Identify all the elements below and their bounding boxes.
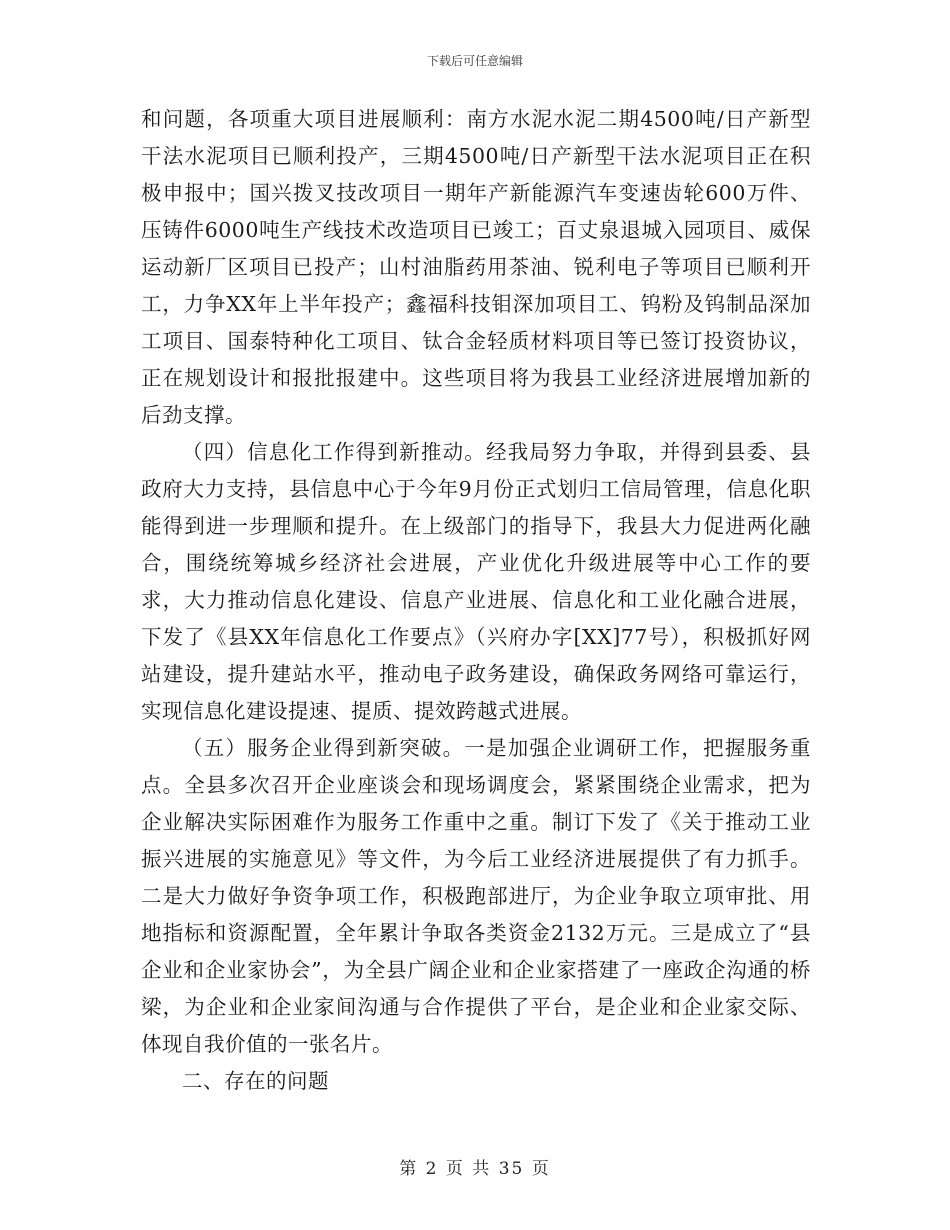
section-heading-problems: 二、存在的问题 (182, 1069, 329, 1093)
paragraph-enterprise-service: （五）服务企业得到新突破。一是加强企业调研工作，把握服务重点。全县多次召开企业座谈会和现场调度会，紧紧围绕企业需求，把为企业解决实际困难作为服务工作重中之重。制订下发了《关于推动工业振兴进展的实施意见》等文件，为今后工业经济进展提供了有力抓手。二是大力做好争资争项工作，积极跑部进厅，为企业争取立项审批、用地指标和资源配置，全年累计争取各类资金2132万元。三是成立了“县企业和企业家协会”，为全县广阔企业和企业家搭建了一座政企沟通的桥梁，为企业和企业家间沟通与合作提供了平台，是企业和企业家交际、体现自我价值的一张名片。 (141, 736, 811, 1056)
paragraph-informatization: （四）信息化工作得到新推动。经我局努力争取，并得到县委、县政府大力支持，县信息中心于今年9月份正式划归工信局管理，信息化职能得到进一步理顺和提升。在上级部门的指导下，我县大力促进两化融合，围绕统筹城乡经济社会进展，产业优化升级进展等中心工作的要求，大力推动信息化建设、信息产业进展、信息化和工业化融合进展，下发了《县XX年信息化工作要点》（兴府办字[XX]77号），积极抓好网站建设，提升建站水平，推动电子政务建设，确保政务网络可靠运行，实现信息化建设提速、提质、提效跨越式进展。 (141, 440, 811, 723)
page-header-note: 下载后可任意编辑 (426, 54, 523, 68)
paragraph-project-progress: 和问题，各项重大项目进展顺利：南方水泥水泥二期4500吨/日产新型干法水泥项目已顺利投产，三期4500吨/日产新型干法水泥项目正在积极申报中；国兴拨叉技改项目一期年产新能源汽车变速齿轮600万件、压铸件6000吨生产线技术改造项目已竣工；百丈泉退城入园项目、威保运动新厂区项目已投产；山村油脂药用茶油、锐利电子等项目已顺利开工，力争XX年上半年投产；鑫福科技钼深加项目工、钨粉及钨制品深加工项目、国泰特种化工项目、钛合金轻质材料项目等已签订投资协议，正在规划设计和报批报建中。这些项目将为我县工业经济进展增加新的后劲支撑。 (141, 107, 811, 427)
page-number: 第 2 页 共 35 页 (399, 1159, 551, 1179)
document-body (141, 101, 811, 1100)
